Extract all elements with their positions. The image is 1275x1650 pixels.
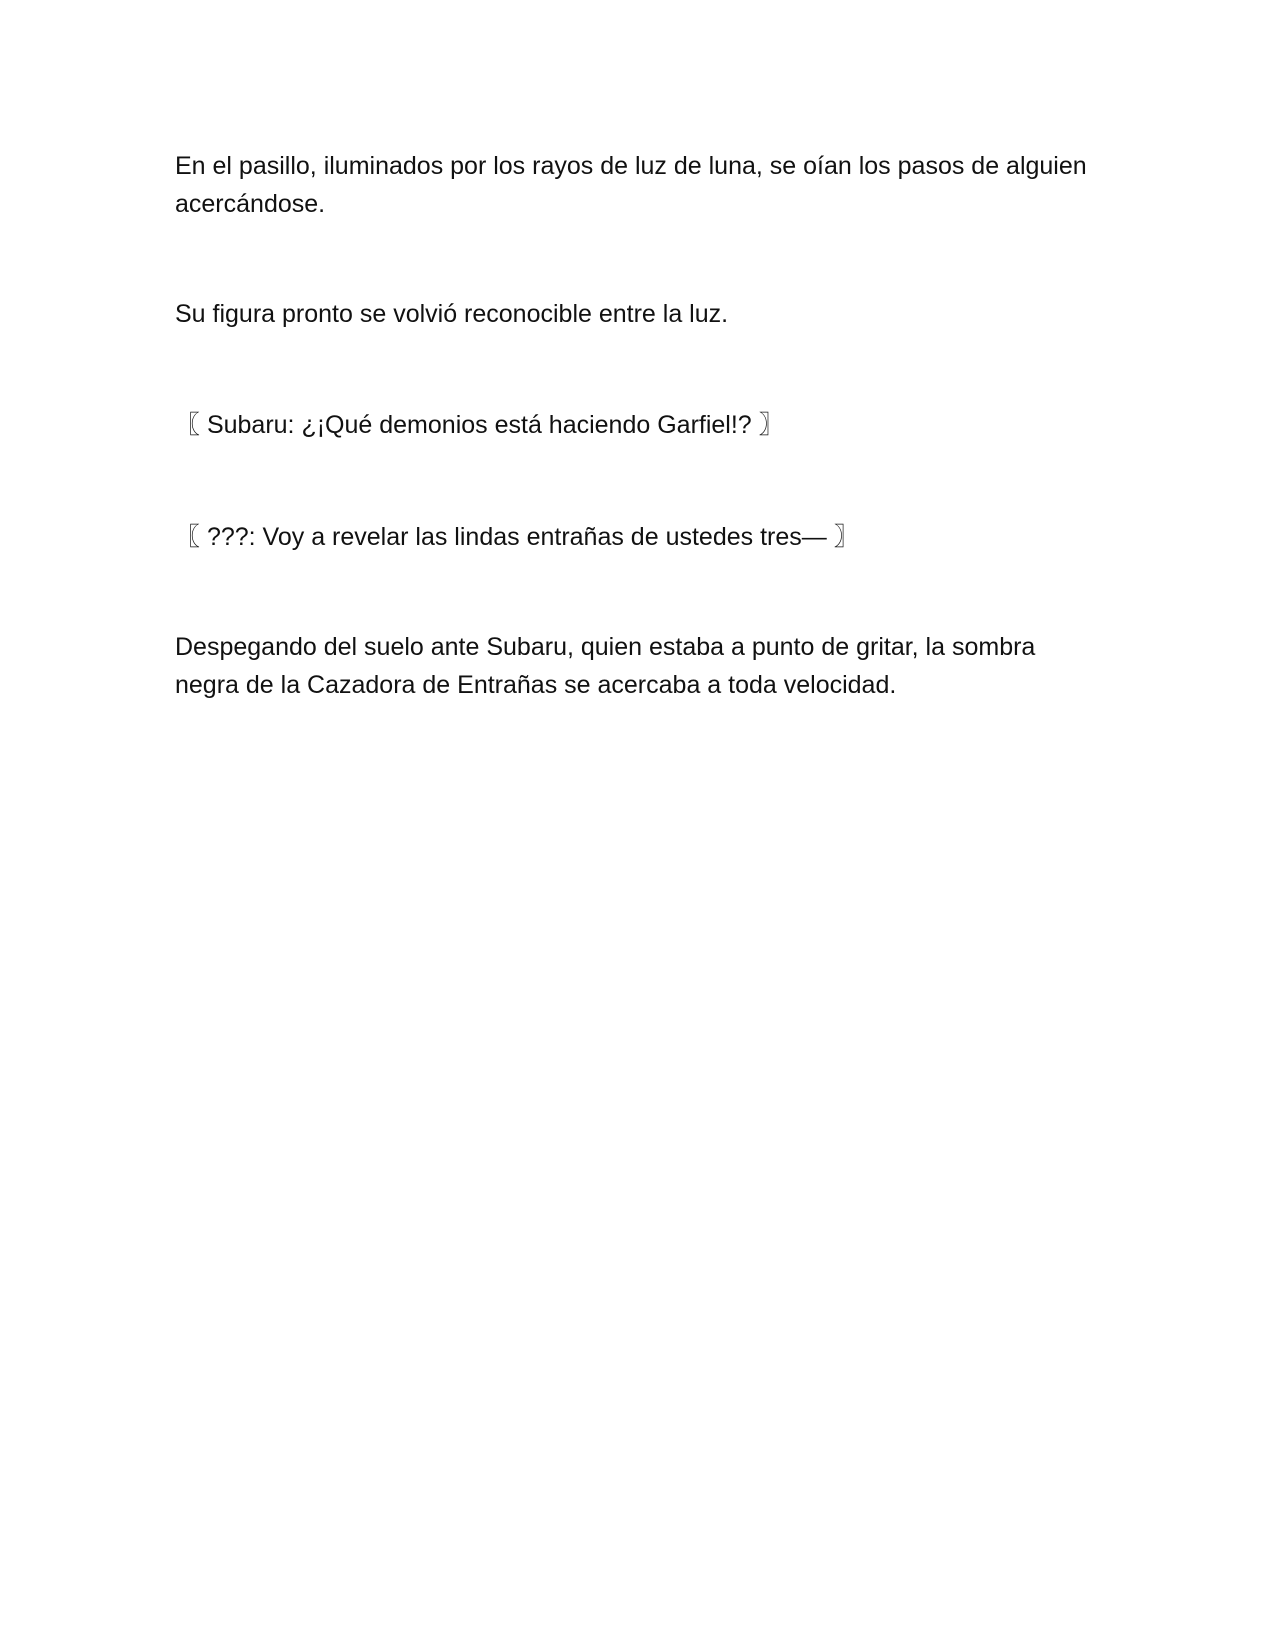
- paragraph-narration-hallway: En el pasillo, iluminados por los rayos de luz de luna, se oían los pasos de alguien acercándose.: [175, 152, 1087, 218]
- paragraph-dialogue-unknown: 〖 ???: Voy a revelar las lindas entrañas de ustedes tres— 〗: [175, 523, 859, 551]
- paragraph-narration-figure: Su figura pronto se volvió reconocible entre la luz.: [175, 300, 729, 328]
- paragraph-narration-shadow: Despegando del suelo ante Subaru, quien estaba a punto de gritar, la sombra negra de la Cazadora de Entrañas se acercaba a toda velocidad.: [175, 633, 1036, 699]
- paragraph-dialogue-subaru: 〖 Subaru: ¿¡Qué demonios está haciendo Garfiel!? 〗: [175, 411, 784, 439]
